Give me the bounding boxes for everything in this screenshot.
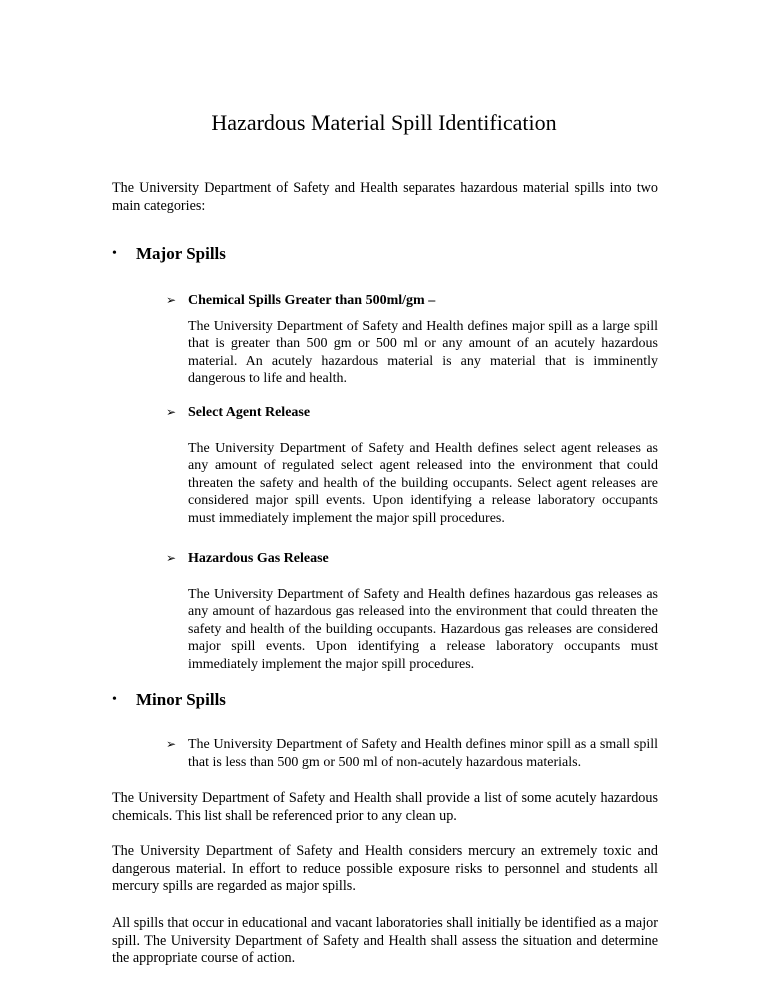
minor-spills-heading xyxy=(112,690,226,710)
arrow-bullet-icon: ➢ xyxy=(166,737,177,751)
paragraph-educational-labs: All spills that occur in educational and vacant laboratories shall initially be identified as a major spill. The University Department of Safety and Health shall assess the situation and determine the appropriate course of action. xyxy=(112,915,658,966)
arrow-bullet-icon: ➢ xyxy=(166,551,177,565)
hazardous-gas-heading xyxy=(166,550,658,568)
arrow-bullet-icon: ➢ xyxy=(166,293,177,307)
bullet-icon: • xyxy=(112,246,117,261)
list-item-select-agent-release xyxy=(166,404,658,527)
arrow-bullet-icon: ➢ xyxy=(166,405,177,419)
chemical-spills-heading xyxy=(166,292,658,310)
minor-spill-body: The University Department of Safety and Health defines minor spill as a small spill that is less than 500 gm or 500 ml of non-acutely hazardous materials. xyxy=(188,737,658,770)
select-agent-title: Select Agent Release xyxy=(188,405,311,420)
paragraph-mercury: The University Department of Safety and Health considers mercury an extremely toxic and dangerous material. In effort to reduce possible exposure risks to personnel and students all mercury spills are regarded as major spills. xyxy=(112,843,658,894)
bullet-icon: • xyxy=(112,692,117,707)
select-agent-heading xyxy=(166,404,658,422)
chemical-spills-body: The University Department of Safety and Health defines major spill as a large spill that is greater than 500 gm or 500 ml or any amount of an acutely hazardous material. An acutely hazardous material is any material that is imminently dangerous to life and health. xyxy=(188,318,658,386)
list-item-hazardous-gas-release xyxy=(166,550,658,673)
list-item-minor-spill xyxy=(166,736,658,771)
paragraph-acute-list: The University Department of Safety and Health shall provide a list of some acutely hazardous chemicals. This list shall be referenced prior to any clean up. xyxy=(112,790,658,824)
minor-spill-row xyxy=(166,736,658,771)
list-item-chemical-spills xyxy=(166,292,658,388)
major-spills-heading xyxy=(112,244,226,264)
chemical-spills-title: Chemical Spills Greater than 500ml/gm – xyxy=(188,293,436,308)
major-spills-label: Major Spills xyxy=(136,244,226,263)
hazardous-gas-body: The University Department of Safety and Health defines hazardous gas releases as any amount of hazardous gas released into the environment that could threaten the safety and health of the building occupants. Hazardous gas releases are considered major spill events. Upon identifying a release laboratory occupants must immediately implement the major spill procedures. xyxy=(188,586,658,672)
hazardous-gas-title: Hazardous Gas Release xyxy=(188,551,329,566)
minor-spills-label: Minor Spills xyxy=(136,690,226,709)
document-title: Hazardous Material Spill Identification xyxy=(211,110,557,135)
select-agent-body: The University Department of Safety and Health defines select agent releases as any amount of regulated select agent released into the environment that could threaten the safety and health of the building occupants. Select agent releases are considered major spill events. Upon identifying a release laboratory occupants must immediately implement the major spill procedures. xyxy=(188,440,658,526)
intro-paragraph: The University Department of Safety and Health separates hazardous material spills into two main categories: xyxy=(112,180,658,214)
